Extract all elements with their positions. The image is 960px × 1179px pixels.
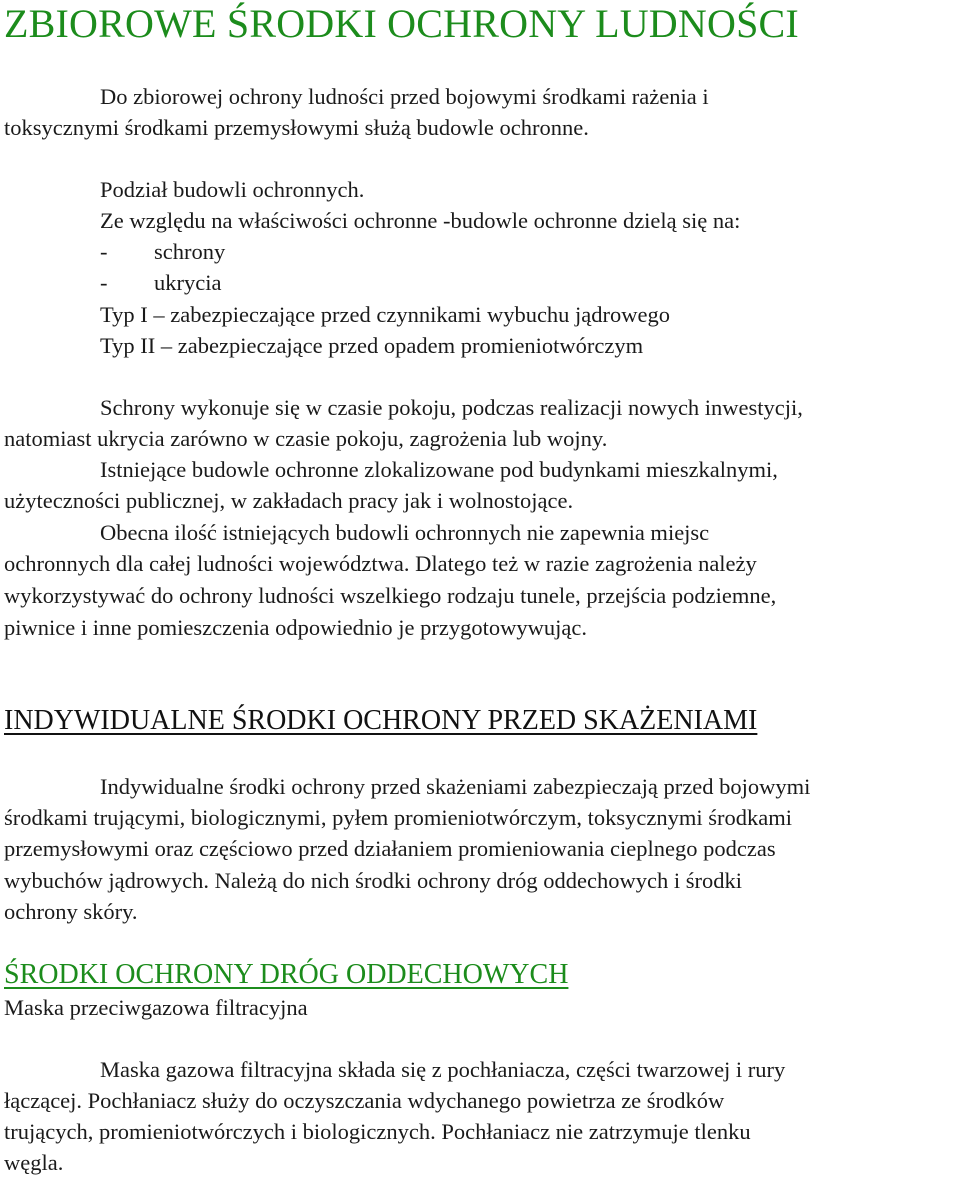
paragraph-line: przemysłowymi oraz częściowo przed działaniem promieniowania cieplnego podczas: [4, 836, 776, 861]
list-item-dash: -: [100, 270, 108, 295]
paragraph-line: Istniejące budowle ochronne zlokalizowane pod budynkami mieszkalnymi,: [100, 457, 778, 482]
paragraph-line: Maska gazowa filtracyjna składa się z pochłaniacza, części twarzowej i rury: [100, 1057, 786, 1082]
paragraph-line: ochrony skóry.: [4, 899, 138, 924]
paragraph-line: użyteczności publicznej, w zakładach pracy jak i wolnostojące.: [4, 488, 574, 513]
section-heading-respiratory: ŚRODKI OCHRONY DRÓG ODDECHOWYCH: [4, 959, 569, 990]
paragraph-line: Schrony wykonuje się w czasie pokoju, podczas realizacji nowych inwestycji,: [100, 395, 803, 420]
division-intro: Ze względu na właściwości ochronne -budowle ochronne dzielą się na:: [100, 208, 741, 233]
division-title: Podział budowli ochronnych.: [100, 177, 365, 202]
section-subtitle: Maska przeciwgazowa filtracyjna: [4, 995, 308, 1020]
section-heading-individual: INDYWIDUALNE ŚRODKI OCHRONY PRZED SKAŻENIAMI: [4, 705, 758, 736]
paragraph-line: Indywidualne środki ochrony przed skażeniami zabezpieczają przed bojowymi: [100, 774, 811, 799]
paragraph-line: ochronnych dla całej ludności województwa. Dlatego też w razie zagrożenia należy: [4, 551, 757, 576]
paragraph-line: trujących, promieniotwórczych i biologicznych. Pochłaniacz nie zatrzymuje tlenku: [4, 1119, 751, 1144]
list-item: schrony: [154, 239, 226, 264]
paragraph-line: piwnice i inne pomieszczenia odpowiednio je przygotowywując.: [4, 615, 587, 640]
paragraph-line: środkami trującymi, biologicznymi, pyłem promieniotwórczym, toksycznymi środkami: [4, 805, 792, 830]
type-line: Typ I – zabezpieczające przed czynnikami wybuchu jądrowego: [100, 302, 671, 327]
intro-line: toksycznymi środkami przemysłowymi służą budowle ochronne.: [4, 115, 589, 140]
paragraph-line: wybuchów jądrowych. Należą do nich środki ochrony dróg oddechowych i środki: [4, 868, 742, 893]
list-item: ukrycia: [154, 270, 222, 295]
list-item-dash: -: [100, 239, 108, 264]
paragraph-line: natomiast ukrycia zarówno w czasie pokoju, zagrożenia lub wojny.: [4, 426, 608, 451]
paragraph-line: łączącej. Pochłaniacz służy do oczyszczania wdychanego powietrza ze środków: [4, 1088, 725, 1113]
page-title: ZBIOROWE ŚRODKI OCHRONY LUDNOŚCI: [4, 1, 799, 46]
paragraph-line: węgla.: [4, 1150, 64, 1175]
paragraph-line: wykorzystywać do ochrony ludności wszelkiego rodzaju tunele, przejścia podziemne,: [4, 583, 777, 608]
paragraph-line: Obecna ilość istniejących budowli ochronnych nie zapewnia miejsc: [100, 520, 710, 545]
type-line: Typ II – zabezpieczające przed opadem promieniotwórczym: [100, 333, 644, 358]
intro-line: Do zbiorowej ochrony ludności przed bojowymi środkami rażenia i: [100, 84, 709, 109]
